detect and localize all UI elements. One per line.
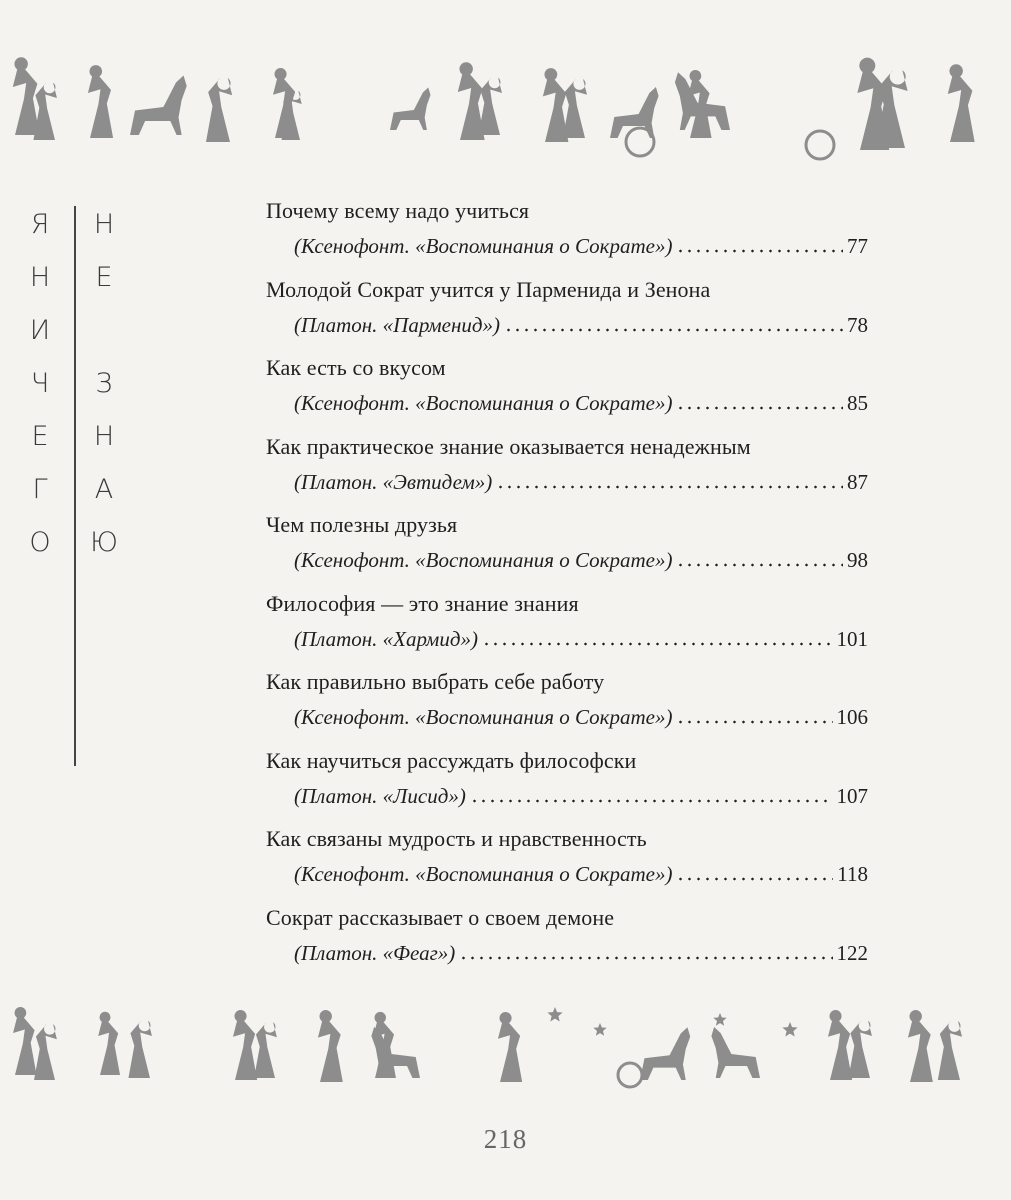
toc-entry-source-line — [294, 310, 868, 340]
toc-entry-page: 118 — [837, 862, 868, 886]
dot-leader — [676, 406, 843, 410]
toc-entry-source: (Ксенофонт. «Воспоминания о Сократе») — [294, 548, 673, 572]
toc-entry-page: 78 — [847, 312, 868, 337]
frieze-figure-silhouette — [478, 78, 502, 135]
motto-divider-line — [74, 206, 76, 766]
frieze-figure-silhouette — [254, 1022, 277, 1078]
motto-letter: И — [29, 315, 51, 346]
toc-entry-source: (Платон. «Лисид») — [294, 783, 466, 808]
frieze-horse-silhouette — [371, 1027, 420, 1078]
toc-entry-page: 85 — [847, 391, 868, 415]
toc-entry-source-line — [294, 231, 868, 261]
toc-entry-page: 87 — [847, 469, 868, 494]
toc-entry-title: Как связаны мудрость и нравственность — [266, 826, 647, 851]
toc-entry-source: (Ксенофонт. «Воспоминания о Сократе») — [294, 705, 673, 729]
motto-letter: Е — [31, 421, 49, 452]
frieze-star-ornament — [713, 1013, 726, 1026]
toc-entry-source-line — [294, 624, 868, 654]
dot-leader — [470, 799, 833, 803]
toc-entry-source-line — [294, 702, 868, 732]
frieze-figure-silhouette — [498, 1012, 522, 1082]
motto-letter: Н — [93, 421, 115, 452]
frieze-figure-silhouette — [908, 1010, 933, 1082]
toc-entry-title: Как есть со вкусом — [266, 355, 446, 380]
toc-entry-page: 98 — [847, 548, 868, 572]
motto-letter: Г — [32, 474, 48, 505]
motto-letter: Ю — [90, 527, 118, 558]
motto-column-left — [22, 198, 58, 569]
frieze-figure-silhouette — [318, 1010, 343, 1082]
top-ornamental-frieze — [0, 20, 1011, 170]
dot-leader — [676, 720, 832, 724]
dot-leader — [676, 877, 833, 881]
page-number: 218 — [483, 1124, 528, 1154]
frieze-figure-silhouette — [34, 1024, 57, 1080]
frieze-figure-silhouette — [938, 1021, 962, 1080]
dot-leader — [496, 485, 843, 489]
dot-leader — [504, 328, 843, 332]
toc-entry — [266, 824, 876, 903]
frieze-horse-silhouette — [711, 1027, 760, 1078]
toc-entry-page: 107 — [836, 783, 868, 808]
motto-column-right — [86, 198, 122, 569]
toc-entry — [266, 432, 876, 511]
dot-leader — [459, 956, 832, 960]
frieze-horse-silhouette — [640, 1027, 690, 1080]
frieze-chariot-wheel — [806, 131, 834, 159]
toc-entry-source-line — [294, 781, 868, 811]
toc-entry-page: 101 — [836, 626, 868, 651]
frieze-figure-silhouette — [828, 1010, 852, 1080]
frieze-star-ornament — [782, 1022, 797, 1037]
frieze-star-ornament — [547, 1007, 562, 1022]
toc-entry-title: Почему всему надо учиться — [266, 198, 530, 223]
toc-entry-title: Философия — это знание знания — [266, 590, 579, 616]
toc-entry — [266, 667, 876, 746]
motto-letter: Е — [95, 262, 113, 293]
frieze-figure-silhouette — [848, 1021, 872, 1078]
dot-leader — [676, 249, 843, 253]
toc-entry — [266, 196, 876, 275]
toc-entry-source: (Ксенофонт. «Воспоминания о Сократе») — [294, 234, 673, 258]
frieze-figure-silhouette — [233, 1010, 257, 1080]
frieze-chariot-wheel — [618, 1063, 642, 1087]
table-of-contents — [266, 196, 876, 981]
motto-letter: Я — [30, 209, 50, 240]
dot-leader — [482, 642, 833, 646]
toc-entry-title: Как правильно выбрать себе работу — [266, 669, 605, 694]
toc-entry-source: (Платон. «Эвтидем») — [294, 469, 493, 494]
frieze-horse-silhouette — [130, 76, 187, 136]
dot-leader — [676, 563, 843, 567]
toc-entry-source-line — [294, 467, 868, 497]
toc-entry-source: (Платон. «Парменид») — [294, 312, 501, 337]
frieze-figure-silhouette — [128, 1021, 152, 1078]
frieze-chariot-wheel — [626, 128, 654, 156]
frieze-figure-silhouette — [13, 57, 40, 135]
toc-entry-source: (Платон. «Феаг») — [294, 940, 456, 965]
toc-entry-source: (Платон. «Хармид») — [294, 626, 478, 651]
toc-entry — [266, 275, 876, 354]
frieze-figure-silhouette — [13, 1007, 37, 1075]
toc-entry-page: 106 — [836, 705, 868, 729]
motto-letter: Ч — [30, 368, 50, 399]
toc-entry-title: Молодой Сократ учится у Парменида и Зенона — [266, 276, 711, 302]
toc-entry-title: Чем полезны друзья — [266, 512, 458, 537]
frieze-figure-silhouette — [98, 1012, 120, 1075]
motto-letter: О — [29, 527, 51, 558]
frieze-figure-silhouette — [88, 65, 113, 138]
toc-entry-page: 122 — [836, 940, 868, 965]
motto-letter: А — [94, 474, 114, 505]
toc-entry — [266, 353, 876, 432]
motto-letter — [86, 304, 122, 357]
toc-entry — [266, 903, 876, 982]
bottom-ornamental-frieze — [0, 990, 1011, 1140]
toc-entry-title: Сократ рассказывает о своем демоне — [266, 904, 615, 930]
toc-entry — [266, 510, 876, 589]
toc-entry — [266, 589, 876, 668]
toc-entry-source-line — [294, 545, 868, 575]
frieze-horse-silhouette — [390, 88, 431, 131]
frieze-figure-silhouette — [563, 79, 587, 138]
toc-entry-title: Как практическое знание оказывается ненадежным — [266, 433, 751, 459]
frieze-star-ornament — [593, 1023, 606, 1036]
toc-entry-source: (Ксенофонт. «Воспоминания о Сократе») — [294, 862, 673, 886]
toc-entry-page: 77 — [847, 234, 868, 258]
motto-letter: Н — [29, 262, 51, 293]
toc-entry-title: Как научиться рассуждать философски — [266, 747, 637, 773]
toc-entry — [266, 746, 876, 825]
frieze-figure-silhouette — [33, 83, 57, 140]
vertical-motto — [22, 198, 142, 778]
motto-letter: Н — [93, 209, 115, 240]
toc-entry-source-line — [294, 938, 868, 968]
toc-entry-source-line — [294, 859, 868, 889]
motto-letter: З — [95, 368, 113, 399]
toc-entry-source: (Ксенофонт. «Воспоминания о Сократе») — [294, 391, 673, 415]
frieze-figure-silhouette — [206, 78, 232, 142]
toc-entry-source-line — [294, 388, 868, 418]
frieze-figure-silhouette — [948, 64, 975, 142]
